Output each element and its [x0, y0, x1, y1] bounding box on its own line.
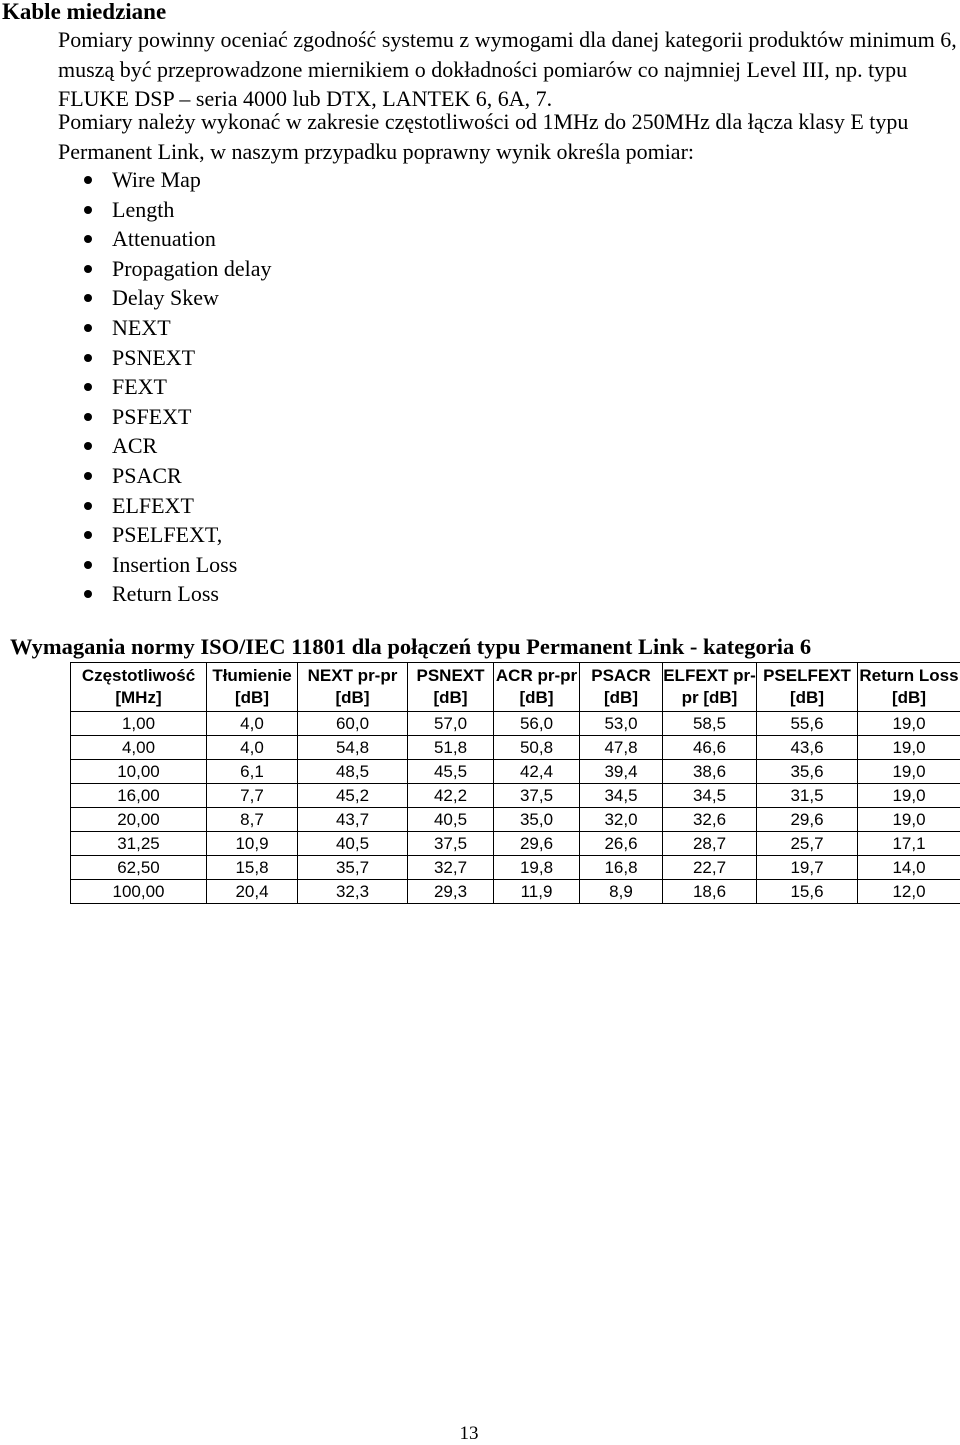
table-cell: 47,8	[580, 736, 663, 760]
table-cell: 37,5	[408, 832, 494, 856]
measurement-item	[82, 402, 271, 432]
measurement-item	[82, 461, 271, 491]
table-cell: 56,0	[494, 712, 580, 736]
table-cell: 19,7	[757, 856, 858, 880]
column-header: NEXT pr-pr [dB]	[298, 663, 408, 712]
page-number: 13	[0, 1423, 938, 1445]
measurement-item	[82, 254, 271, 284]
table-row	[71, 736, 960, 760]
table-cell: 4,0	[207, 712, 298, 736]
table-cell: 38,6	[663, 760, 757, 784]
bullet-icon	[84, 590, 92, 598]
table-cell: 12,0	[858, 880, 960, 904]
column-header: ELFEXT pr-pr [dB]	[663, 663, 757, 712]
bullet-icon	[84, 206, 92, 214]
measurement-label: ELFEXT	[112, 493, 194, 518]
bullet-icon	[84, 235, 92, 243]
table-header-row	[71, 663, 960, 712]
column-header: ACR pr-pr [dB]	[494, 663, 580, 712]
requirements-table	[70, 662, 960, 904]
measurement-label: NEXT	[112, 315, 171, 340]
table-cell: 39,4	[580, 760, 663, 784]
measurement-list	[82, 165, 271, 609]
table-cell: 45,2	[298, 784, 408, 808]
bullet-icon	[84, 442, 92, 450]
bullet-icon	[84, 354, 92, 362]
measurement-item	[82, 579, 271, 609]
bullet-icon	[84, 531, 92, 539]
measurement-item	[82, 165, 271, 195]
table-cell: 42,4	[494, 760, 580, 784]
table-cell: 34,5	[580, 784, 663, 808]
table-heading: Wymagania normy ISO/IEC 11801 dla połączeń typu Permanent Link - kategoria 6	[10, 634, 811, 660]
measurement-item	[82, 520, 271, 550]
table-cell: 6,1	[207, 760, 298, 784]
measurement-item	[82, 372, 271, 402]
measurement-label: Wire Map	[112, 167, 201, 192]
table-cell: 20,00	[71, 808, 207, 832]
table-cell: 15,8	[207, 856, 298, 880]
measurement-label: PSFEXT	[112, 404, 191, 429]
table-cell: 54,8	[298, 736, 408, 760]
column-header: PSACR [dB]	[580, 663, 663, 712]
table-cell: 19,0	[858, 784, 960, 808]
table-cell: 25,7	[757, 832, 858, 856]
bullet-icon	[84, 561, 92, 569]
table-cell: 19,0	[858, 760, 960, 784]
table-cell: 10,00	[71, 760, 207, 784]
table-cell: 29,6	[494, 832, 580, 856]
table-row	[71, 880, 960, 904]
measurement-item	[82, 283, 271, 313]
table-cell: 26,6	[580, 832, 663, 856]
table-cell: 16,00	[71, 784, 207, 808]
table-cell: 7,7	[207, 784, 298, 808]
table-cell: 40,5	[298, 832, 408, 856]
table-cell: 42,2	[408, 784, 494, 808]
table-row	[71, 712, 960, 736]
measurement-label: PSELFEXT,	[112, 522, 222, 547]
measurement-label: Length	[112, 197, 174, 222]
table-cell: 43,6	[757, 736, 858, 760]
table-cell: 100,00	[71, 880, 207, 904]
measurement-label: Propagation delay	[112, 256, 271, 281]
table-cell: 55,6	[757, 712, 858, 736]
table-cell: 51,8	[408, 736, 494, 760]
table-cell: 32,6	[663, 808, 757, 832]
measurement-item	[82, 550, 271, 580]
table-row	[71, 784, 960, 808]
table-row	[71, 832, 960, 856]
table-cell: 60,0	[298, 712, 408, 736]
table-cell: 48,5	[298, 760, 408, 784]
measurement-item	[82, 224, 271, 254]
measurement-label: ACR	[112, 433, 157, 458]
measurement-label: FEXT	[112, 374, 167, 399]
table-cell: 19,0	[858, 808, 960, 832]
column-header: Return Loss [dB]	[858, 663, 960, 712]
table-cell: 43,7	[298, 808, 408, 832]
table-row	[71, 856, 960, 880]
table-cell: 10,9	[207, 832, 298, 856]
measurement-item	[82, 195, 271, 225]
table-cell: 31,5	[757, 784, 858, 808]
table-cell: 32,3	[298, 880, 408, 904]
table-cell: 53,0	[580, 712, 663, 736]
table-cell: 37,5	[494, 784, 580, 808]
table-cell: 35,0	[494, 808, 580, 832]
table-cell: 8,9	[580, 880, 663, 904]
measurement-label: Return Loss	[112, 581, 219, 606]
bullet-icon	[84, 176, 92, 184]
table-cell: 28,7	[663, 832, 757, 856]
table-cell: 45,5	[408, 760, 494, 784]
measurement-item	[82, 313, 271, 343]
table-cell: 29,6	[757, 808, 858, 832]
bullet-icon	[84, 294, 92, 302]
table-cell: 32,7	[408, 856, 494, 880]
table-cell: 46,6	[663, 736, 757, 760]
table-cell: 35,6	[757, 760, 858, 784]
table-cell: 19,0	[858, 736, 960, 760]
table-cell: 8,7	[207, 808, 298, 832]
measurement-item	[82, 491, 271, 521]
table-cell: 1,00	[71, 712, 207, 736]
table-cell: 40,5	[408, 808, 494, 832]
measurement-label: Insertion Loss	[112, 552, 237, 577]
table-cell: 62,50	[71, 856, 207, 880]
bullet-icon	[84, 502, 92, 510]
bullet-icon	[84, 265, 92, 273]
column-header: PSNEXT [dB]	[408, 663, 494, 712]
table-cell: 11,9	[494, 880, 580, 904]
measurement-item	[82, 431, 271, 461]
measurement-label: Delay Skew	[112, 285, 219, 310]
column-header: Tłumienie [dB]	[207, 663, 298, 712]
table-row	[71, 760, 960, 784]
table-cell: 58,5	[663, 712, 757, 736]
table-cell: 22,7	[663, 856, 757, 880]
measurement-label: PSNEXT	[112, 345, 195, 370]
bullet-icon	[84, 324, 92, 332]
measurement-requirements-paragraph: Pomiary powinny oceniać zgodność systemu z wymogami dla danej kategorii produktów minimum 6, muszą być przeprowadzone miernikiem o dokładności pomiarów co najmniej Level III, np. typu FLUKE DSP – seria 4000 lub DTX, LANTEK 6, 6A, 7.	[58, 25, 960, 114]
table-cell: 19,0	[858, 712, 960, 736]
table-cell: 31,25	[71, 832, 207, 856]
column-header: Częstotliwość [MHz]	[71, 663, 207, 712]
measurement-label: PSACR	[112, 463, 182, 488]
table-cell: 16,8	[580, 856, 663, 880]
table-cell: 35,7	[298, 856, 408, 880]
table-cell: 14,0	[858, 856, 960, 880]
table-cell: 20,4	[207, 880, 298, 904]
table-cell: 29,3	[408, 880, 494, 904]
table-cell: 15,6	[757, 880, 858, 904]
table-cell: 4,0	[207, 736, 298, 760]
table-cell: 17,1	[858, 832, 960, 856]
table-body	[71, 712, 960, 904]
table-cell: 4,00	[71, 736, 207, 760]
measurement-label: Attenuation	[112, 226, 216, 251]
bullet-icon	[84, 383, 92, 391]
table-cell: 18,6	[663, 880, 757, 904]
frequency-range-paragraph: Pomiary należy wykonać w zakresie częstotliwości od 1MHz do 250MHz dla łącza klasy E typu Permanent Link, w naszym przypadku poprawny wynik określa pomiar:	[58, 107, 960, 166]
table-cell: 32,0	[580, 808, 663, 832]
section-title: Kable miedziane	[2, 0, 166, 25]
table-cell: 57,0	[408, 712, 494, 736]
table-cell: 19,8	[494, 856, 580, 880]
table-cell: 50,8	[494, 736, 580, 760]
table-cell: 34,5	[663, 784, 757, 808]
column-header: PSELFEXT [dB]	[757, 663, 858, 712]
bullet-icon	[84, 413, 92, 421]
measurement-item	[82, 343, 271, 373]
table-row	[71, 808, 960, 832]
bullet-icon	[84, 472, 92, 480]
